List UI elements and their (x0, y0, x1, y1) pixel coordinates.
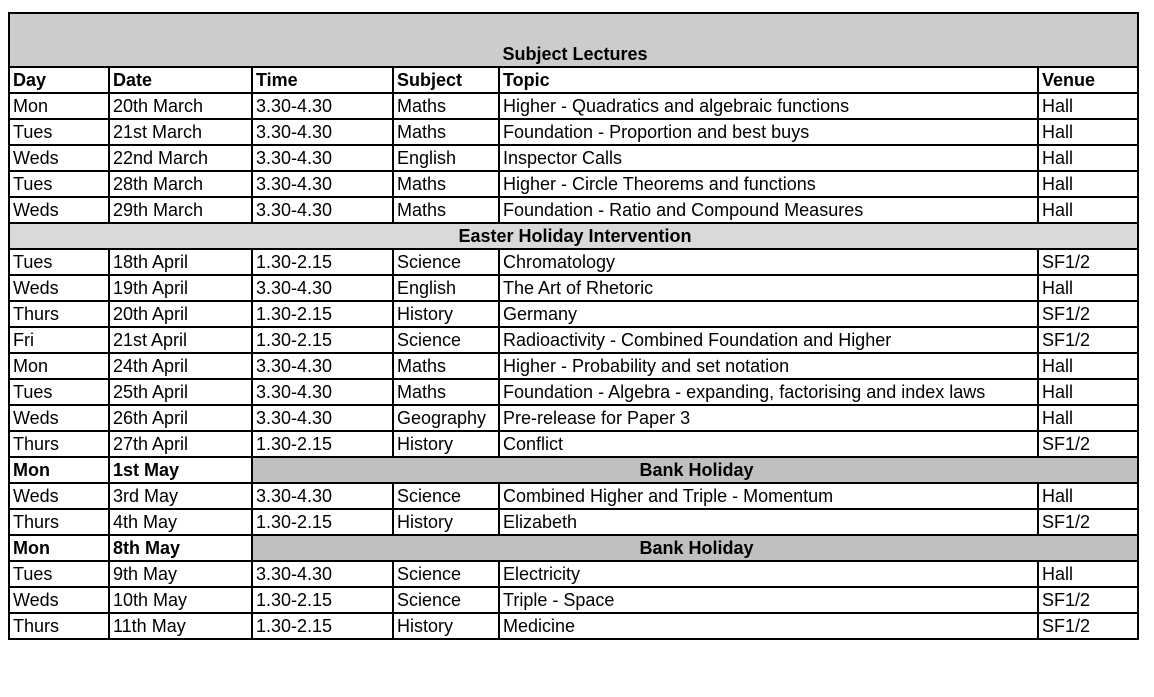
cell-time: 3.30-4.30 (252, 275, 393, 301)
cell-date: 11th May (109, 613, 252, 639)
table-row (9, 249, 1138, 275)
cell-date: 3rd May (109, 483, 252, 509)
lectures-table (8, 12, 1139, 640)
header-day: Day (9, 67, 109, 93)
cell-venue: Hall (1038, 353, 1138, 379)
holiday-row (9, 457, 1138, 483)
cell-venue: SF1/2 (1038, 301, 1138, 327)
cell-time: 3.30-4.30 (252, 145, 393, 171)
cell-time: 3.30-4.30 (252, 561, 393, 587)
table-row (9, 93, 1138, 119)
cell-topic: Higher - Quadratics and algebraic functions (499, 93, 1038, 119)
cell-subject: Geography (393, 405, 499, 431)
cell-day: Weds (9, 405, 109, 431)
cell-topic: Conflict (499, 431, 1038, 457)
holiday-label: Bank Holiday (252, 457, 1138, 483)
cell-venue: Hall (1038, 119, 1138, 145)
cell-date: 25th April (109, 379, 252, 405)
table-row (9, 119, 1138, 145)
cell-subject: Maths (393, 171, 499, 197)
cell-day: Weds (9, 483, 109, 509)
cell-topic: Foundation - Ratio and Compound Measures (499, 197, 1038, 223)
cell-time: 3.30-4.30 (252, 171, 393, 197)
cell-time: 1.30-2.15 (252, 327, 393, 353)
cell-day: Weds (9, 587, 109, 613)
cell-topic: Inspector Calls (499, 145, 1038, 171)
cell-subject: Maths (393, 93, 499, 119)
cell-time: 3.30-4.30 (252, 353, 393, 379)
table-row (9, 353, 1138, 379)
cell-venue: Hall (1038, 275, 1138, 301)
section-row (9, 223, 1138, 249)
cell-topic: Triple - Space (499, 587, 1038, 613)
cell-venue: Hall (1038, 405, 1138, 431)
cell-subject: English (393, 145, 499, 171)
cell-topic: Electricity (499, 561, 1038, 587)
cell-subject: History (393, 431, 499, 457)
cell-day: Thurs (9, 509, 109, 535)
cell-day: Thurs (9, 613, 109, 639)
holiday-label: Bank Holiday (252, 535, 1138, 561)
cell-date: 21st March (109, 119, 252, 145)
cell-day: Mon (9, 353, 109, 379)
cell-subject: Science (393, 327, 499, 353)
cell-day: Mon (9, 457, 109, 483)
cell-date: 29th March (109, 197, 252, 223)
cell-venue: SF1/2 (1038, 613, 1138, 639)
cell-day: Mon (9, 93, 109, 119)
cell-subject: History (393, 613, 499, 639)
cell-subject: Maths (393, 197, 499, 223)
cell-day: Tues (9, 119, 109, 145)
cell-day: Fri (9, 327, 109, 353)
section-heading: Easter Holiday Intervention (9, 223, 1138, 249)
cell-subject: History (393, 509, 499, 535)
cell-time: 3.30-4.30 (252, 483, 393, 509)
cell-subject: Science (393, 249, 499, 275)
cell-subject: Science (393, 587, 499, 613)
cell-topic: Higher - Probability and set notation (499, 353, 1038, 379)
cell-time: 3.30-4.30 (252, 405, 393, 431)
cell-venue: Hall (1038, 197, 1138, 223)
cell-date: 20th March (109, 93, 252, 119)
header-subject: Subject (393, 67, 499, 93)
table-row (9, 587, 1138, 613)
title-row (9, 13, 1138, 67)
cell-topic: Germany (499, 301, 1038, 327)
table-row (9, 327, 1138, 353)
cell-topic: Elizabeth (499, 509, 1038, 535)
cell-venue: SF1/2 (1038, 327, 1138, 353)
cell-day: Thurs (9, 301, 109, 327)
cell-time: 3.30-4.30 (252, 93, 393, 119)
table-row (9, 613, 1138, 639)
cell-day: Tues (9, 249, 109, 275)
header-date: Date (109, 67, 252, 93)
cell-day: Mon (9, 535, 109, 561)
table-row (9, 509, 1138, 535)
cell-time: 3.30-4.30 (252, 119, 393, 145)
cell-venue: Hall (1038, 483, 1138, 509)
table-row (9, 197, 1138, 223)
cell-date: 18th April (109, 249, 252, 275)
cell-subject: Maths (393, 353, 499, 379)
cell-date: 1st May (109, 457, 252, 483)
cell-date: 27th April (109, 431, 252, 457)
cell-topic: Foundation - Proportion and best buys (499, 119, 1038, 145)
cell-date: 22nd March (109, 145, 252, 171)
cell-topic: Combined Higher and Triple - Momentum (499, 483, 1038, 509)
cell-venue: Hall (1038, 145, 1138, 171)
cell-time: 1.30-2.15 (252, 431, 393, 457)
table-row (9, 301, 1138, 327)
cell-day: Weds (9, 145, 109, 171)
cell-time: 1.30-2.15 (252, 249, 393, 275)
cell-venue: SF1/2 (1038, 509, 1138, 535)
cell-time: 3.30-4.30 (252, 197, 393, 223)
cell-date: 28th March (109, 171, 252, 197)
cell-day: Weds (9, 275, 109, 301)
header-row (9, 67, 1138, 93)
cell-venue: SF1/2 (1038, 249, 1138, 275)
cell-date: 9th May (109, 561, 252, 587)
cell-subject: Science (393, 483, 499, 509)
cell-topic: Higher - Circle Theorems and functions (499, 171, 1038, 197)
table-title: Subject Lectures (9, 13, 1138, 67)
table-row (9, 275, 1138, 301)
cell-topic: The Art of Rhetoric (499, 275, 1038, 301)
cell-date: 4th May (109, 509, 252, 535)
table-row (9, 145, 1138, 171)
cell-day: Tues (9, 379, 109, 405)
cell-topic: Radioactivity - Combined Foundation and Higher (499, 327, 1038, 353)
cell-topic: Foundation - Algebra - expanding, factorising and index laws (499, 379, 1038, 405)
header-time: Time (252, 67, 393, 93)
cell-date: 8th May (109, 535, 252, 561)
holiday-row (9, 535, 1138, 561)
cell-day: Thurs (9, 431, 109, 457)
cell-date: 24th April (109, 353, 252, 379)
cell-subject: Maths (393, 119, 499, 145)
cell-date: 10th May (109, 587, 252, 613)
cell-time: 3.30-4.30 (252, 379, 393, 405)
cell-subject: English (393, 275, 499, 301)
table-row (9, 431, 1138, 457)
cell-venue: SF1/2 (1038, 431, 1138, 457)
cell-time: 1.30-2.15 (252, 613, 393, 639)
cell-date: 21st April (109, 327, 252, 353)
table-row (9, 171, 1138, 197)
cell-day: Weds (9, 197, 109, 223)
header-topic: Topic (499, 67, 1038, 93)
header-venue: Venue (1038, 67, 1138, 93)
table-row (9, 379, 1138, 405)
cell-venue: Hall (1038, 171, 1138, 197)
cell-date: 26th April (109, 405, 252, 431)
table-row (9, 405, 1138, 431)
table-row (9, 483, 1138, 509)
cell-venue: Hall (1038, 561, 1138, 587)
cell-time: 1.30-2.15 (252, 587, 393, 613)
cell-topic: Medicine (499, 613, 1038, 639)
cell-date: 20th April (109, 301, 252, 327)
table-row (9, 561, 1138, 587)
cell-subject: History (393, 301, 499, 327)
cell-venue: Hall (1038, 93, 1138, 119)
cell-venue: SF1/2 (1038, 587, 1138, 613)
cell-topic: Pre-release for Paper 3 (499, 405, 1038, 431)
cell-time: 1.30-2.15 (252, 301, 393, 327)
cell-day: Tues (9, 561, 109, 587)
cell-time: 1.30-2.15 (252, 509, 393, 535)
cell-date: 19th April (109, 275, 252, 301)
cell-day: Tues (9, 171, 109, 197)
cell-subject: Maths (393, 379, 499, 405)
cell-topic: Chromatology (499, 249, 1038, 275)
cell-subject: Science (393, 561, 499, 587)
cell-venue: Hall (1038, 379, 1138, 405)
